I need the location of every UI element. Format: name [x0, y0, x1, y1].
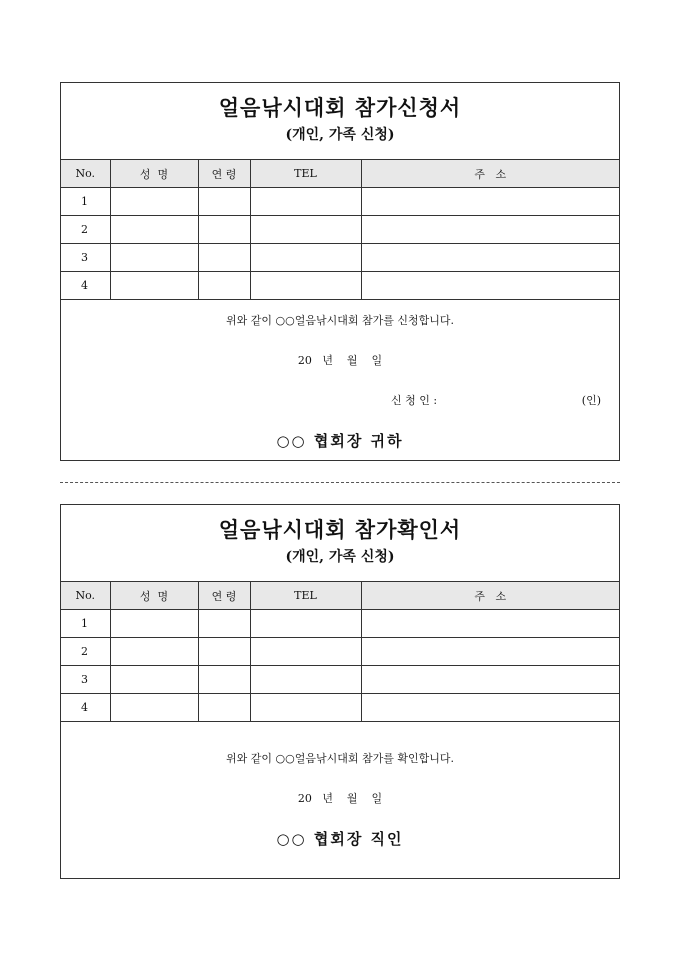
age-cell[interactable] [198, 694, 250, 722]
row-number: 3 [61, 244, 110, 272]
col-age: 연 령 [198, 582, 250, 610]
tel-cell[interactable] [250, 244, 361, 272]
col-no: No. [61, 160, 110, 188]
col-tel: TEL [250, 582, 361, 610]
col-address: 주 소 [361, 160, 619, 188]
address-cell[interactable] [361, 272, 619, 300]
name-cell[interactable] [110, 610, 198, 638]
age-cell[interactable] [198, 638, 250, 666]
application-subtitle: (개인, 가족 신청) [285, 127, 395, 143]
row-number: 1 [61, 188, 110, 216]
application-title: 얼음낚시대회 참가신청서 [218, 95, 462, 120]
address-cell[interactable] [361, 638, 619, 666]
age-cell[interactable] [198, 216, 250, 244]
table-row [61, 666, 619, 694]
name-cell[interactable] [110, 244, 198, 272]
application-header [61, 83, 619, 159]
table-row [61, 272, 619, 300]
confirmation-statement: 위와 같이 ○○얼음낚시대회 참가를 확인합니다. [226, 752, 454, 765]
application-statement: 위와 같이 ○○얼음낚시대회 참가를 신청합니다. [226, 314, 454, 327]
confirmation-table [61, 581, 619, 722]
row-number: 1 [61, 610, 110, 638]
cut-line [60, 482, 620, 483]
row-number: 4 [61, 272, 110, 300]
address-cell[interactable] [361, 694, 619, 722]
application-form [60, 82, 620, 461]
table-row [61, 694, 619, 722]
name-cell[interactable] [110, 272, 198, 300]
confirmation-date: 20 년 월 일 [297, 792, 383, 805]
confirmation-header [61, 505, 619, 581]
col-address: 주 소 [361, 582, 619, 610]
application-footer [61, 300, 619, 460]
col-tel: TEL [250, 160, 361, 188]
tel-cell[interactable] [250, 666, 361, 694]
address-cell[interactable] [361, 666, 619, 694]
table-row [61, 638, 619, 666]
name-cell[interactable] [110, 666, 198, 694]
table-header-row [61, 160, 619, 188]
table-header-row [61, 582, 619, 610]
confirmation-subtitle: (개인, 가족 신청) [285, 549, 395, 565]
application-date: 20 년 월 일 [297, 354, 383, 367]
age-cell[interactable] [198, 272, 250, 300]
age-cell[interactable] [198, 188, 250, 216]
confirmation-title: 얼음낚시대회 참가확인서 [218, 517, 462, 542]
seal-mark: (인) [581, 394, 601, 407]
name-cell[interactable] [110, 188, 198, 216]
tel-cell[interactable] [250, 610, 361, 638]
address-cell[interactable] [361, 244, 619, 272]
col-name: 성 명 [110, 160, 198, 188]
col-no: No. [61, 582, 110, 610]
name-cell[interactable] [110, 694, 198, 722]
tel-cell[interactable] [250, 638, 361, 666]
address-cell[interactable] [361, 216, 619, 244]
tel-cell[interactable] [250, 216, 361, 244]
application-recipient: ○○ 협회장 귀하 [276, 432, 404, 450]
name-cell[interactable] [110, 216, 198, 244]
table-row [61, 244, 619, 272]
tel-cell[interactable] [250, 188, 361, 216]
row-number: 4 [61, 694, 110, 722]
applicant-label: 신 청 인 : [391, 394, 438, 407]
age-cell[interactable] [198, 244, 250, 272]
name-cell[interactable] [110, 638, 198, 666]
age-cell[interactable] [198, 610, 250, 638]
table-row [61, 188, 619, 216]
confirmation-recipient: ○○ 협회장 직인 [276, 830, 404, 848]
row-number: 2 [61, 638, 110, 666]
col-name: 성 명 [110, 582, 198, 610]
tel-cell[interactable] [250, 272, 361, 300]
table-row [61, 216, 619, 244]
row-number: 2 [61, 216, 110, 244]
table-row [61, 610, 619, 638]
address-cell[interactable] [361, 610, 619, 638]
address-cell[interactable] [361, 188, 619, 216]
tel-cell[interactable] [250, 694, 361, 722]
confirmation-footer [61, 722, 619, 877]
confirmation-form [60, 504, 620, 879]
age-cell[interactable] [198, 666, 250, 694]
row-number: 3 [61, 666, 110, 694]
col-age: 연 령 [198, 160, 250, 188]
application-table [61, 159, 619, 300]
